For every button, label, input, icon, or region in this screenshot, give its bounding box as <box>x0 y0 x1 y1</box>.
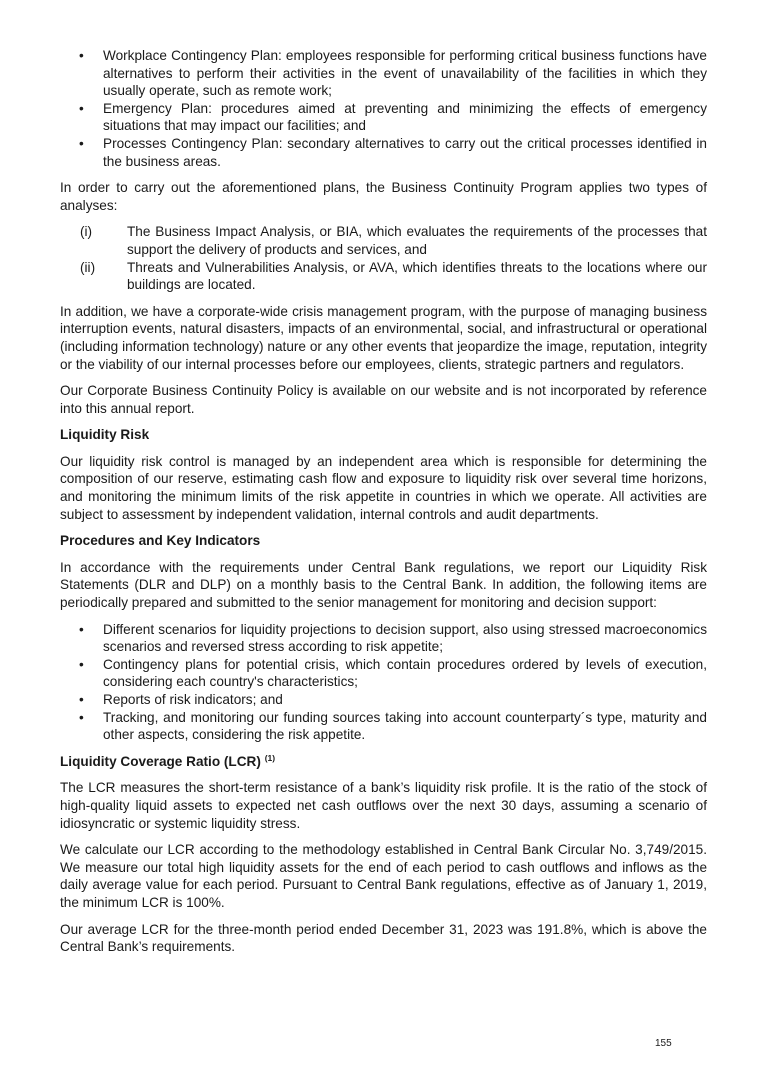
list-numeral: (i) <box>80 224 93 240</box>
list-item: • Different scenarios for liquidity projections to decision support, also using stressed macroeconomics scenarios and reversed stress according to risk appetite; <box>79 621 707 655</box>
liquidity-risk-paragraph: Our liquidity risk control is managed by an independent area which is responsible for determining the composition of our reserve, estimating cash flow and exposure to liquidity risk over several time horizons, and monitoring the minimum limits of the risk appetite in countries in which we operate. All activities are subject to assessment by independent validation, internal controls and audit departments. <box>60 453 707 522</box>
bullet-icon: • <box>79 621 84 637</box>
bullet-icon: • <box>79 135 84 151</box>
list-item: (ii) Threats and Vulnerabilities Analysis, or AVA, which identifies threats to the locations where our buildings are located. <box>80 259 707 293</box>
footnote-marker: (1) <box>264 752 276 763</box>
document-page <box>60 47 707 965</box>
page-number: 155 <box>655 1038 672 1049</box>
analyses-intro-paragraph: In order to carry out the aforementioned plans, the Business Continuity Program applies two types of analyses: <box>60 180 707 213</box>
procedures-heading: Procedures and Key Indicators <box>60 533 261 549</box>
list-item: • Processes Contingency Plan: secondary alternatives to carry out the critical processes identified in the business areas. <box>79 135 707 169</box>
lcr-paragraph: We calculate our LCR according to the methodology established in Central Bank Circular No. 3,749/2015. We measure our total high liquidity assets for the end of each period to cash outflows and inflows as the daily average value for each period. Pursuant to Central Bank regulations, effective as of January 1, 2019, the minimum LCR is 100%. <box>60 842 707 910</box>
bullet-icon: • <box>79 692 84 707</box>
bullet-icon: • <box>79 709 84 725</box>
list-item: • Contingency plans for potential crisis, which contain procedures ordered by levels of execution, considering each country's characteristics; <box>79 656 707 690</box>
bullet-icon: • <box>79 656 84 672</box>
list-numeral: (ii) <box>80 259 96 275</box>
lcr-heading: Liquidity Coverage Ratio (LCR) $^{(1)}$ <box>60 752 276 769</box>
list-item: • Workplace Contingency Plan: employees responsible for performing critical business functions have alternatives to perform their activities in the event of unavailability of the facilities in which they usually operate, such as remote work; <box>79 48 707 99</box>
lcr-paragraph: The LCR measures the short-term resistance of a bank’s liquidity risk profile. It is the ratio of the stock of high-quality liquid assets to expected net cash outflows over the next 30 days, assuming a scenario of idiosyncratic or systemic liquidity stress. <box>60 780 707 831</box>
crisis-management-paragraph: In addition, we have a corporate-wide crisis management program, with the purpose of managing business interruption events, natural disasters, impacts of an environmental, social, and infrastructural or operational (including information technology) nature or any other events that jeopardize the image, reputation, integrity or the viability of our internal processes before our employees, clients, strategic partners and regulators. <box>60 303 707 372</box>
policy-paragraph: Our Corporate Business Continuity Policy is available on our website and is not incorporated by reference into this annual report. <box>60 383 707 416</box>
analyses-list <box>60 223 707 293</box>
lcr-paragraph: Our average LCR for the three-month period ended December 31, 2023 was 191.8%, which is above the Central Bank’s requirements. <box>60 921 707 955</box>
procedures-list <box>60 621 707 744</box>
list-item: • Reports of risk indicators; and <box>79 692 283 707</box>
liquidity-risk-heading: Liquidity Risk <box>60 427 150 443</box>
bullet-icon: • <box>79 100 84 116</box>
list-item: • Tracking, and monitoring our funding sources taking into account counterparty´s type, maturity and other aspects, considering the risk appetite. <box>79 709 707 743</box>
contingency-plans-list <box>60 47 707 170</box>
bullet-icon: • <box>79 48 84 63</box>
list-item: (i) The Business Impact Analysis, or BIA, which evaluates the requirements of the processes that support the delivery of products and services, and <box>80 224 707 257</box>
procedures-paragraph: In accordance with the requirements under Central Bank regulations, we report our Liquidity Risk Statements (DLR and DLP) on a monthly basis to the Central Bank. In addition, the following items are periodically prepared and submitted to the senior management for monitoring and decision support: <box>60 559 707 611</box>
list-item: • Emergency Plan: procedures aimed at preventing and minimizing the effects of emergency situations that may impact our facilities; and <box>79 100 707 134</box>
